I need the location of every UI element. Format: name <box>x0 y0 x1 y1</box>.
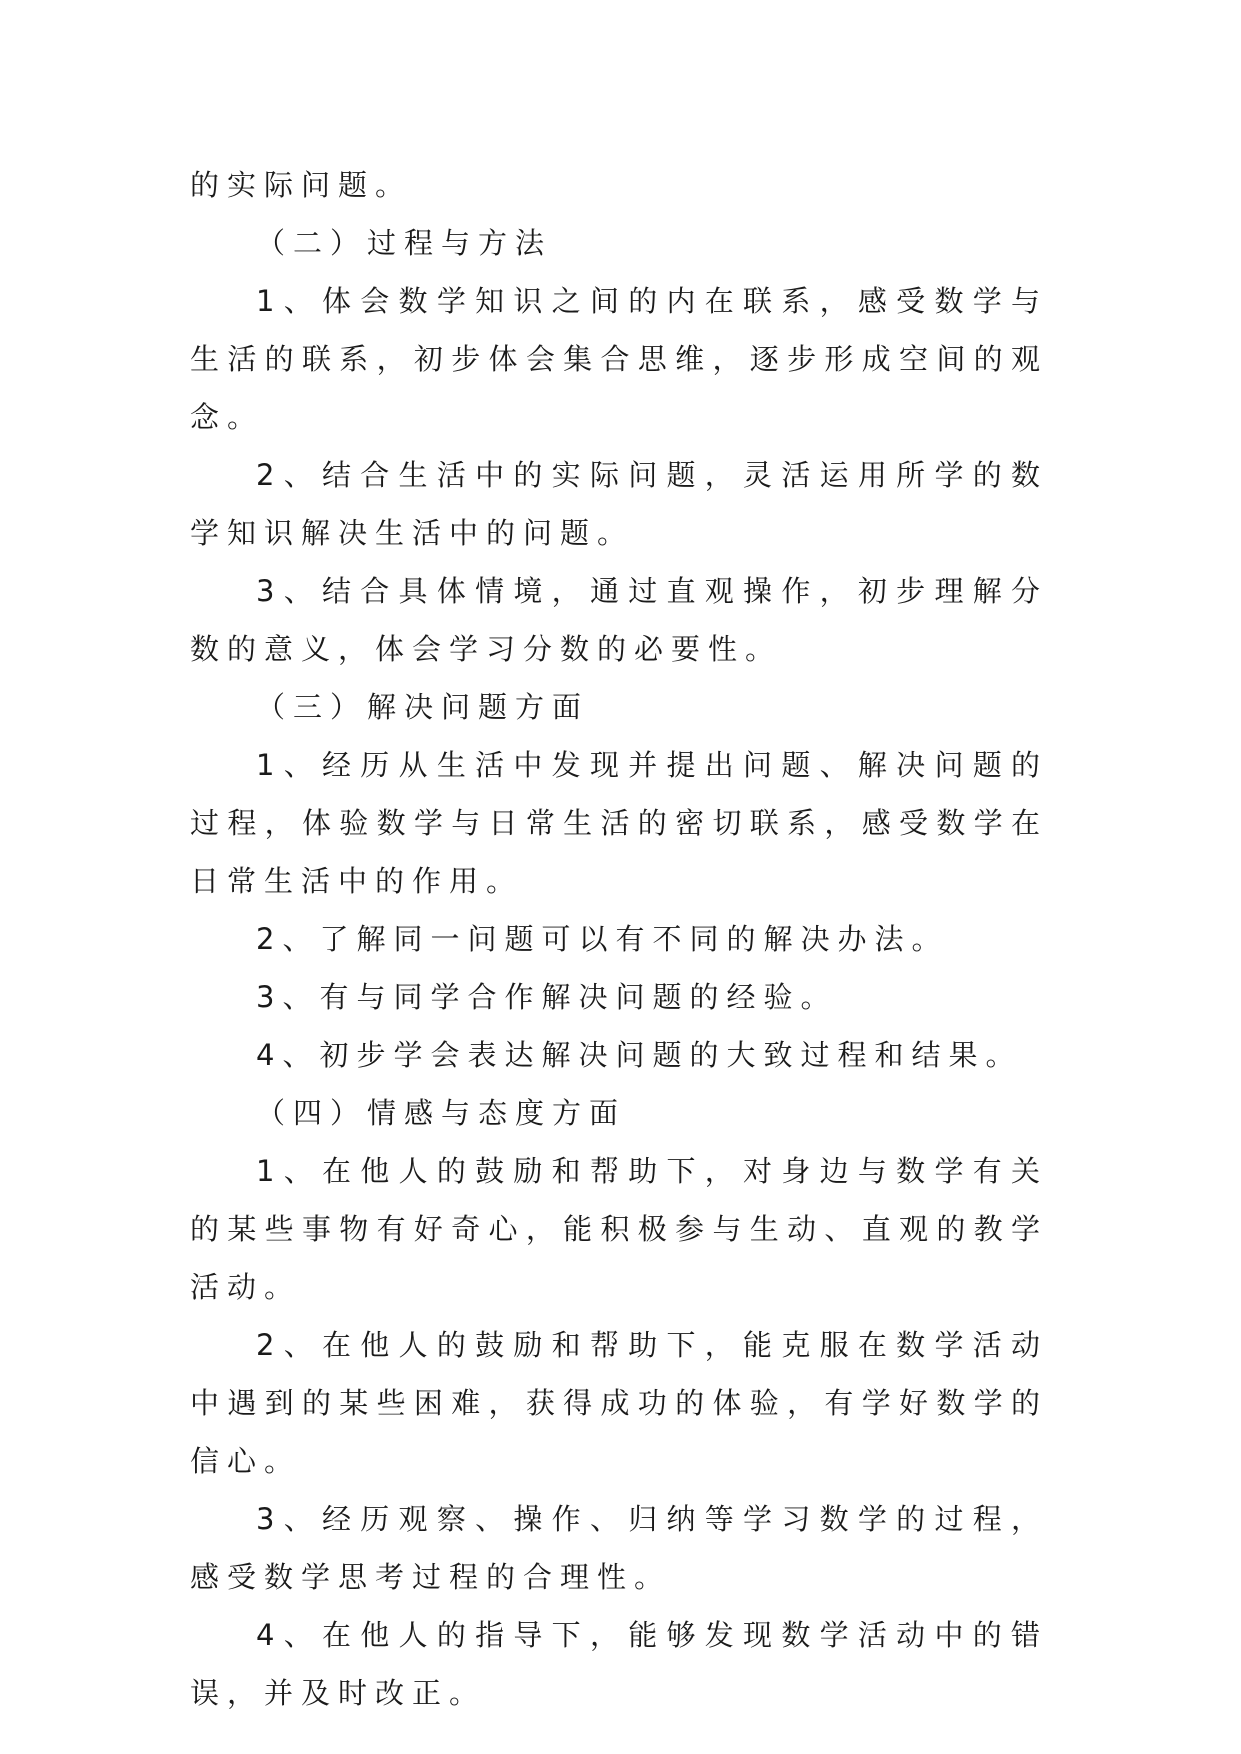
paragraph-item: 3、有与同学合作解决问题的经验。 <box>256 980 838 1014</box>
paragraph-item: 1、在他人的鼓励和帮助下，对身边与数学有关的某些事物有好奇心，能积极参与生动、直观的教学活动。 <box>190 1154 1048 1304</box>
paragraph-continuation: 的实际问题。 <box>190 168 413 202</box>
document-body <box>190 156 1048 1722</box>
paragraph-item: 4、在他人的指导下，能够发现数学活动中的错误，并及时改正。 <box>190 1618 1048 1710</box>
paragraph-item: 3、经历观察、操作、归纳等学习数学的过程，感受数学思考过程的合理性。 <box>190 1502 1048 1594</box>
paragraph-item: 2、结合生活中的实际问题，灵活运用所学的数学知识解决生活中的问题。 <box>190 458 1048 550</box>
paragraph-item: 1、经历从生活中发现并提出问题、解决问题的过程，体验数学与日常生活的密切联系，感受数学在日常生活中的作用。 <box>190 748 1048 898</box>
section-heading-emotion-attitude: （四）情感与态度方面 <box>256 1096 627 1130</box>
paragraph-item: 4、初步学会表达解决问题的大致过程和结果。 <box>256 1038 1023 1072</box>
paragraph-item: 2、了解同一问题可以有不同的解决办法。 <box>256 922 949 956</box>
section-heading-process-method: （二）过程与方法 <box>256 226 553 260</box>
section-heading-problem-solving: （三）解决问题方面 <box>256 690 590 724</box>
paragraph-item: 2、在他人的鼓励和帮助下，能克服在数学活动中遇到的某些困难，获得成功的体验，有学好数学的信心。 <box>190 1328 1048 1478</box>
paragraph-item: 3、结合具体情境，通过直观操作，初步理解分数的意义，体会学习分数的必要性。 <box>190 574 1048 666</box>
paragraph-item: 1、体会数学知识之间的内在联系，感受数学与生活的联系，初步体会集合思维，逐步形成空间的观念。 <box>190 284 1048 434</box>
